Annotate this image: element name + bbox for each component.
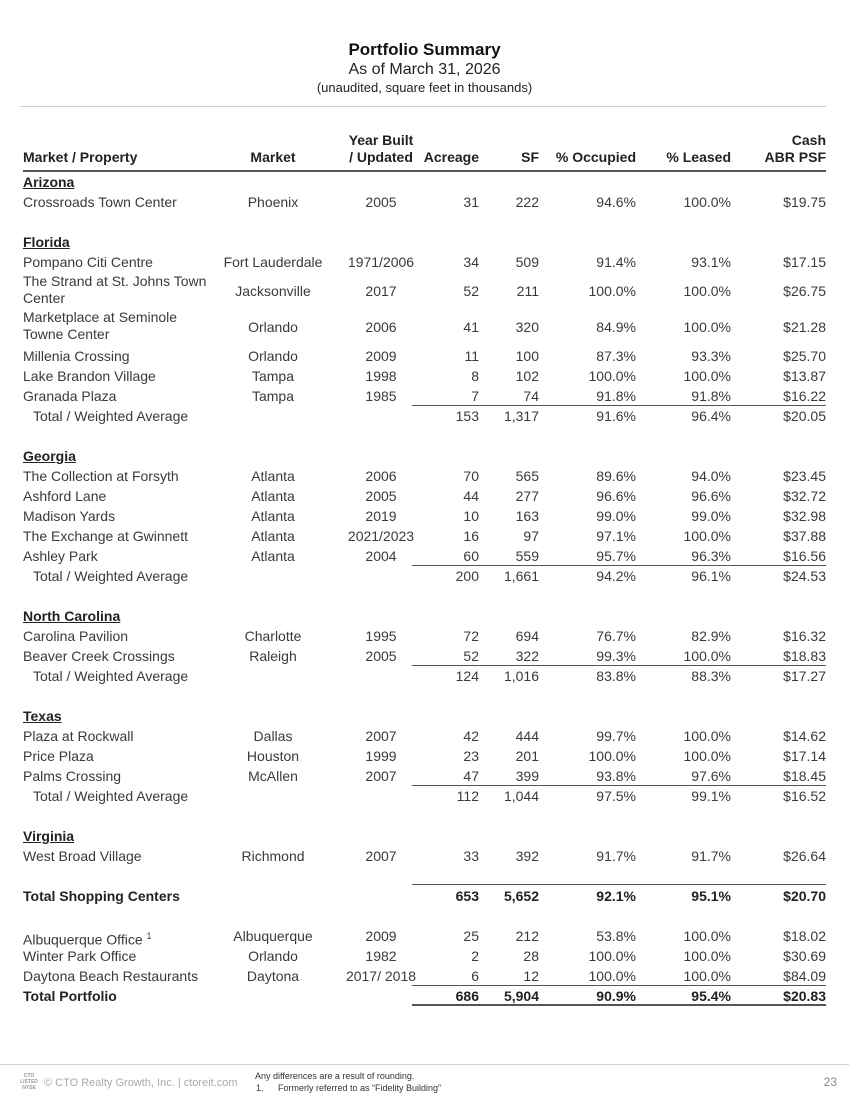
- table-row: Palms Crossing McAllen 2007 47 399 93.8% 97.6% $18.45: [23, 768, 826, 784]
- table-row: Crossroads Town Center Phoenix 2005 31 222 94.6% 100.0% $19.75: [23, 194, 826, 210]
- section-heading-arizona: Arizona: [23, 174, 75, 190]
- copyright-text: © CTO Realty Growth, Inc. | ctoreit.com: [44, 1077, 238, 1089]
- subtotal-row-north-carolina: Total / Weighted Average 124 1,016 83.8% 88.3% $17.27: [33, 668, 826, 684]
- subtotal-row-texas: Total / Weighted Average 112 1,044 97.5% 99.1% $16.52: [33, 788, 826, 804]
- table-row: Marketplace at Seminole Towne Center Orlando 2006 41 320 84.9% 100.0% $21.28: [23, 309, 826, 342]
- portfolio-total-rule-bottom: [412, 1004, 826, 1006]
- table-row: Madison Yards Atlanta 2019 10 163 99.0% 99.0% $32.98: [23, 508, 826, 524]
- rounding-note: Any differences are a result of rounding.: [255, 1071, 415, 1081]
- table-row: West Broad Village Richmond 2007 33 392 91.7% 91.7% $26.64: [23, 848, 826, 864]
- table-row: Granada Plaza Tampa 1985 7 74 91.8% 91.8% $16.22: [23, 388, 826, 404]
- table-row: Ashford Lane Atlanta 2005 44 277 96.6% 96.6% $32.72: [23, 488, 826, 504]
- table-row: Price Plaza Houston 1999 23 201 100.0% 100.0% $17.14: [23, 748, 826, 764]
- col-occupied: % Occupied: [555, 149, 636, 165]
- table-row: Ashley Park Atlanta 2004 60 559 95.7% 96.3% $16.56: [23, 548, 826, 564]
- table-row: Lake Brandon Village Tampa 1998 8 102 100.0% 100.0% $13.87: [23, 368, 826, 384]
- col-sf: SF: [521, 149, 539, 165]
- section-heading-georgia: Georgia: [23, 448, 76, 464]
- page-title: Portfolio Summary: [348, 40, 501, 59]
- footer-divider: [0, 1064, 849, 1065]
- page-subtitle: As of March 31, 2026: [348, 61, 501, 78]
- page-header: [0, 40, 849, 96]
- section-heading-north-carolina: North Carolina: [23, 608, 121, 624]
- col-leased: % Leased: [666, 149, 731, 165]
- nyse-listed-logo: CTO LISTED NYSE: [20, 1073, 38, 1091]
- col-property: Market / Property: [23, 149, 138, 165]
- page-number: 23: [823, 1075, 837, 1089]
- table-row: The Collection at Forsyth Atlanta 2006 70 565 89.6% 94.0% $23.45: [23, 468, 826, 484]
- footnotes: [255, 1070, 441, 1094]
- table-row: The Exchange at Gwinnett Atlanta 2021/2023 16 97 97.1% 100.0% $37.88: [23, 528, 826, 544]
- col-year-line2: / Updated: [349, 149, 413, 165]
- table-row: Beaver Creek Crossings Raleigh 2005 52 322 99.3% 100.0% $18.83: [23, 648, 826, 664]
- footnote-marker: 1: [146, 931, 152, 941]
- header-rule: [23, 170, 826, 172]
- section-heading-texas: Texas: [23, 708, 62, 724]
- shopping-centers-total-row: Total Shopping Centers 653 5,652 92.1% 95.1% $20.70: [23, 888, 826, 904]
- section-heading-virginia: Virginia: [23, 828, 75, 844]
- col-acreage: Acreage: [423, 149, 479, 165]
- table-row: Daytona Beach Restaurants Daytona 2017/ 2018 6 12 100.0% 100.0% $84.09: [23, 968, 826, 984]
- header-divider: [20, 106, 826, 107]
- portfolio-total-row: Total Portfolio 686 5,904 90.9% 95.4% $20.83: [23, 988, 826, 1004]
- table-row: Millenia Crossing Orlando 2009 11 100 87.3% 93.3% $25.70: [23, 348, 826, 364]
- col-year-line1: Year Built: [348, 132, 414, 148]
- shopping-total-rule: [412, 884, 826, 885]
- table-row: Albuquerque Office $^1$ Albuquerque 2009 25 212 53.8% 100.0% $18.02: [23, 928, 826, 948]
- subtotal-row-florida: Total / Weighted Average 153 1,317 91.6% 96.4% $20.05: [33, 408, 826, 424]
- footnote-1: 1. Formerly referred to as “Fidelity Building”: [256, 1083, 442, 1093]
- col-market: Market: [250, 149, 296, 165]
- subtotal-row-georgia: Total / Weighted Average 200 1,661 94.2% 96.1% $24.53: [33, 568, 826, 584]
- table-row: Winter Park Office Orlando 1982 2 28 100.0% 100.0% $30.69: [23, 948, 826, 964]
- col-abr-line2: ABR PSF: [764, 149, 826, 165]
- section-heading-florida: Florida: [23, 234, 70, 250]
- table-row: Carolina Pavilion Charlotte 1995 72 694 76.7% 82.9% $16.32: [23, 628, 826, 644]
- table-row: Plaza at Rockwall Dallas 2007 42 444 99.7% 100.0% $14.62: [23, 728, 826, 744]
- page-note: (unaudited, square feet in thousands): [316, 80, 533, 95]
- col-abr-line1: Cash: [791, 132, 826, 148]
- table-row: Pompano Citi Centre Fort Lauderdale 1971/2006 34 509 91.4% 93.1% $17.15: [23, 254, 826, 270]
- table-row: The Strand at St. Johns Town Center Jacksonville 2017 52 211 100.0% 100.0% $26.75: [23, 273, 826, 306]
